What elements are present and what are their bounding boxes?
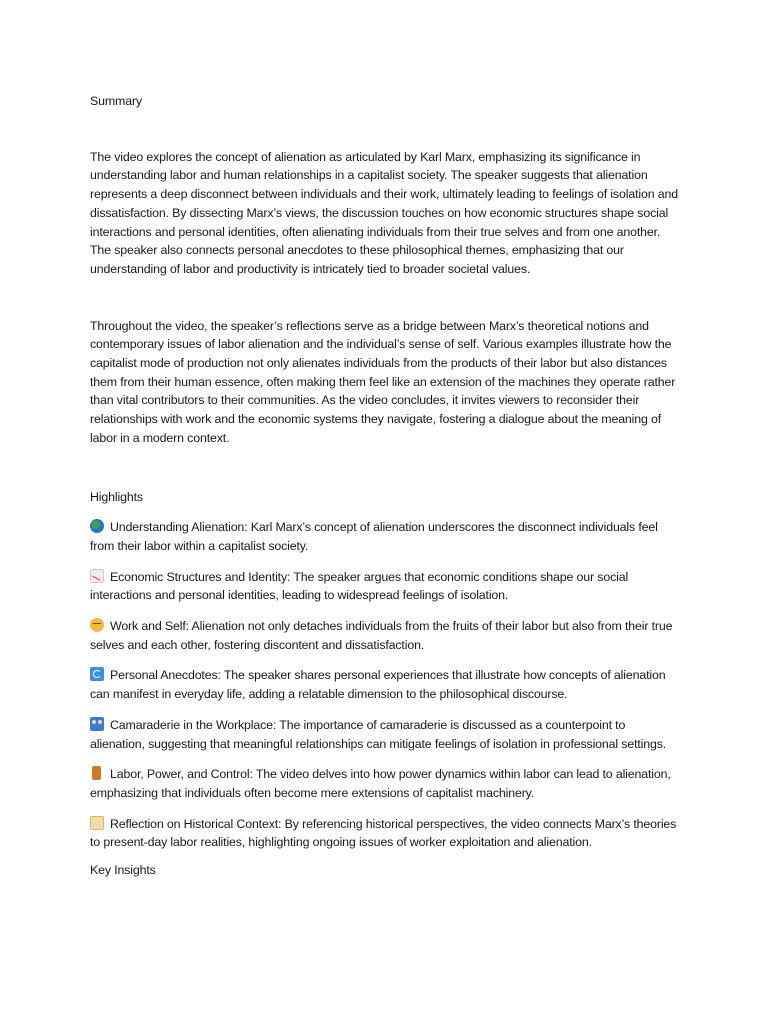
highlight-item [90,617,680,654]
highlight-text: Work and Self: Alienation not only detaches individuals from the fruits of their labor but also from their true selves and each other, fostering discontent and dissatisfaction. [90,619,673,652]
people-icon [90,717,104,731]
door-icon [92,766,101,780]
document-page [90,92,680,880]
highlight-item [90,518,680,555]
highlight-item [90,815,680,852]
repeat-arrows-icon [90,667,104,681]
key-insights-heading: Key Insights [90,863,156,878]
highlight-text: Personal Anecdotes: The speaker shares personal experiences that illustrate how concepts of alienation can manifest in everyday life, adding a relatable dimension to the philosophical discourse. [90,668,666,702]
chart-decreasing-icon [90,569,104,583]
summary-paragraph: The video explores the concept of alienation as articulated by Karl Marx, emphasizing its significance in understanding labor and human relationships in a capitalist society. The speaker suggests that alienation represents a deep disconnect between individuals and their work, ultimately leading to feelings of isolation and dissatisfaction. By dissecting Marx’s views, the discussion touches on how economic structures shape social interactions and personal identities, often alienating individuals from their true selves and from one another. The speaker also connects personal anecdotes to these philosophical themes, emphasizing that our understanding of labor and productivity is intricately tied to broader societal values. [90,149,678,276]
highlights-heading: Highlights [90,489,143,504]
highlight-text: Understanding Alienation: Karl Marx’s concept of alienation underscores the disconnect individuals feel from their labor within a capitalist society. [90,520,658,553]
highlight-item [90,716,680,753]
globe-icon [90,519,104,533]
highlight-item [90,765,680,802]
highlight-text: Camaraderie in the Workplace: The importance of camaraderie is discussed as a counterpoint to alienation, suggesting that meaningful relationships can mitigate feelings of isolation in professional settings. [90,717,667,751]
highlight-text: Economic Structures and Identity: The speaker argues that economic conditions shape our social interactions and personal identities, leading to widespread feelings of isolation. [90,569,629,603]
highlight-item [90,568,680,605]
highlight-item [90,666,680,703]
highlight-text: Labor, Power, and Control: The video delves into how power dynamics within labor can lead to alienation, emphasizing that individuals often become mere extensions of capitalist machinery. [90,767,671,800]
disappointed-face-icon [90,618,104,632]
summary-paragraph: Throughout the video, the speaker’s reflections serve as a bridge between Marx’s theoretical notions and contemporary issues of labor alienation and the individual’s sense of self. Various examples illustrate how the capitalist mode of production not only alienates individuals from the products of their labor but also distances them from their human essence, often making them feel like an extension of the machines they operate rather than vital contributors to their communities. As the video concludes, it invites viewers to reconsider their relationships with work and the economic systems they navigate, fostering a dialogue about the meaning of labor in a modern context. [90,318,676,445]
scroll-icon [90,816,104,830]
summary-heading: Summary [90,94,142,108]
highlight-text: Reflection on Historical Context: By referencing historical perspectives, the video connects Marx’s theories to present-day labor realities, highlighting ongoing issues of worker exploitation and alienation. [90,816,677,850]
